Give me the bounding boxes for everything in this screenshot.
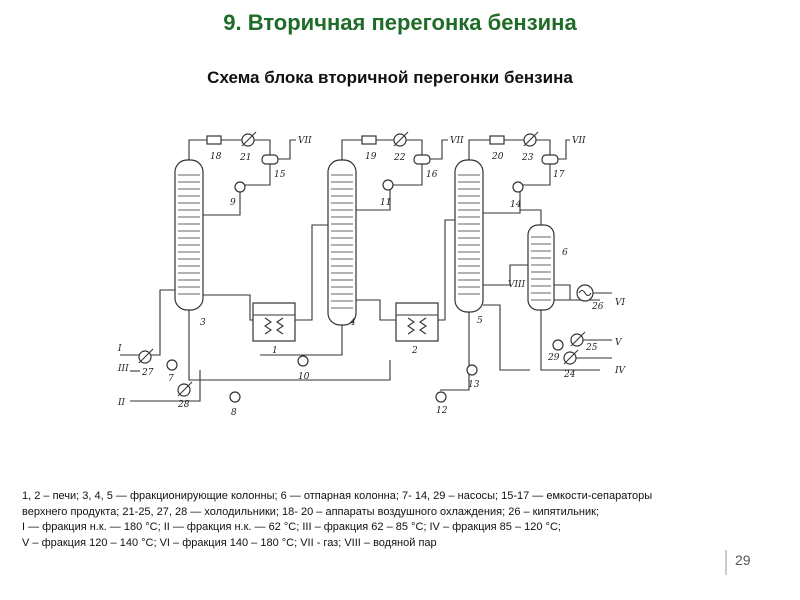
separator-15-label: 15 [274,170,286,180]
stream-II: II [118,398,126,408]
cooler-27-label: 27 [142,368,154,378]
pump-8 [230,392,240,418]
furnace-2 [396,303,438,356]
cooler-28 [177,382,192,410]
column-5 [455,160,483,326]
stream-V: V [615,338,622,348]
reboiler-26-label: 26 [592,302,604,312]
reboiler-26 [577,285,604,312]
stripper-6-label: 6 [562,248,568,258]
air-cooler-20 [490,136,504,162]
cooler-27 [139,349,154,378]
pump-14-label: 14 [510,200,522,210]
separator-17-label: 17 [553,170,565,180]
stream-IV: IV [615,366,626,376]
column-5-label: 5 [477,316,483,326]
column-4 [328,160,356,328]
air-cooler-19-label: 19 [365,152,377,162]
diagram-title: Схема блока вторичной перегонки бензина [207,68,573,87]
cooler-25-label: 25 [586,343,598,353]
separator-17 [542,136,586,180]
pump-11 [380,180,393,208]
legend-line-1: 1, 2 – печи; 3, 4, 5 — фракционирующие колонны; 6 — отпарная колонна; 7- 14, 29 – насосы; 15-17 — емкости-сепараторы [22,490,653,502]
legend [22,489,792,551]
pump-7-label: 7 [168,374,174,384]
cooler-21 [239,132,256,163]
process-flow-diagram [100,125,640,425]
pump-14 [510,182,523,210]
pump-13-label: 13 [468,380,480,390]
column-3-label: 3 [200,318,206,328]
cooler-22 [393,132,408,163]
pump-10-label: 10 [298,372,310,382]
furnace-1 [253,303,295,356]
stream-VIII: VIII [508,280,526,290]
stream-VII-3: VII [572,136,586,146]
stream-I: I [118,344,122,354]
page-number: 29 [735,552,751,568]
cooler-21-label: 21 [240,153,252,163]
air-cooler-19 [362,136,377,162]
stream-VII-1: VII [298,136,312,146]
pump-8-label: 8 [231,408,237,418]
pump-12-label: 12 [436,406,448,416]
column-4-label: 4 [350,318,356,328]
pump-9-label: 9 [230,198,236,208]
cooler-28-label: 28 [178,400,190,410]
cooler-24 [563,350,578,380]
pump-10 [298,356,310,382]
process-svg [100,125,640,425]
slide-title: 9. Вторичная перегонка бензина [223,10,577,35]
cooler-24-label: 24 [564,370,576,380]
cooler-22-label: 22 [394,153,406,163]
legend-line-3: I — фракция н.к. — 180 °С; II — фракция н.к. — 62 °С; III – фракция 62 – 85 °С; IV – фракция 85 – 120 °С; [22,521,561,533]
pump-29 [547,340,563,363]
air-cooler-18 [207,136,222,162]
stream-III: III [118,364,129,374]
cooler-25 [571,332,598,353]
cooler-23 [521,132,538,163]
cooler-23-label: 23 [522,153,534,163]
stream-VII-2: VII [450,136,464,146]
stream-VI: VI [615,298,626,308]
separator-16-label: 16 [426,170,438,180]
furnace-2-label: 2 [412,346,418,356]
air-cooler-18-label: 18 [210,152,222,162]
legend-line-2: верхнего продукта; 21-25, 27, 28 — холодильники; 18- 20 – аппараты воздушного охлаждения; 26 – кипятильник; [22,505,599,518]
pump-7 [167,360,177,384]
legend-line-4: V – фракция 120 – 140 °С; VI – фракция 140 – 180 °С; VII - газ; VIII – водяной пар [22,536,437,549]
pump-29-label: 29 [548,353,560,363]
pump-9 [230,182,245,208]
air-cooler-20-label: 20 [492,152,504,162]
pump-12 [436,392,448,416]
furnace-1-label: 1 [272,346,278,356]
column-3 [175,160,206,328]
page-divider [725,550,727,575]
pump-11-label: 11 [380,198,392,208]
stripper-6 [528,225,568,310]
